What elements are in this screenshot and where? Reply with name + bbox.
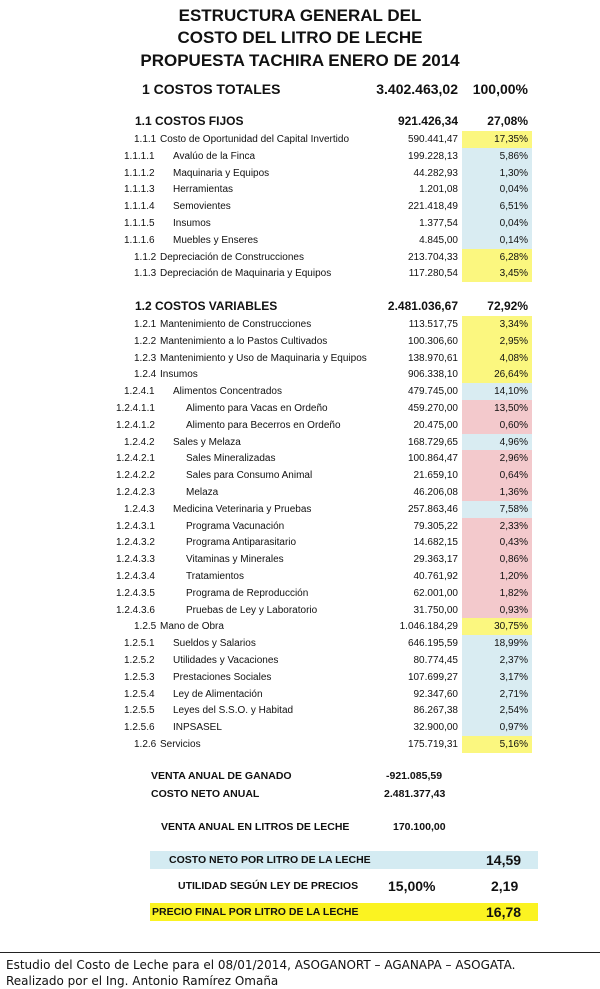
row-value: 31.750,00	[413, 604, 458, 616]
row-value: 79.305,22	[413, 520, 458, 532]
row-percent: 30,75%	[462, 618, 532, 635]
row-percent: 0,60%	[462, 417, 532, 434]
row-percent: 1,30%	[462, 165, 532, 182]
row-label: Alimento para Becerros en Ordeño	[186, 419, 341, 431]
row-label: Prestaciones Sociales	[173, 671, 272, 683]
row-value: 100.864,47	[407, 453, 458, 465]
row-percent: 1,20%	[462, 568, 532, 585]
row-percent: 13,50%	[462, 400, 532, 417]
row-value: 199.228,13	[407, 150, 458, 162]
row-label: Tratamientos	[186, 571, 244, 582]
row-label: Muebles y Enseres	[173, 234, 259, 246]
row-label: Alimentos Concentrados	[173, 386, 282, 398]
row-percent: 4,08%	[462, 350, 532, 367]
legal-profit-percent: 15,00%	[388, 878, 436, 894]
total-costs-percent: 100,00%	[472, 81, 528, 97]
fixed-costs-header-label: 1.1 COSTOS FIJOS	[135, 114, 244, 128]
legal-profit-value: 2,19	[491, 878, 519, 894]
row-value: 221.418,49	[407, 201, 458, 213]
row-percent: 3,17%	[462, 669, 532, 686]
row-value: 175.719,31	[407, 739, 458, 750]
table-row	[0, 736, 600, 753]
row-percent: 3,34%	[462, 316, 532, 333]
row-code: 1.2.4	[134, 369, 157, 381]
row-percent: 5,86%	[462, 148, 532, 165]
row-percent: 5,16%	[462, 736, 532, 753]
row-code: 1.2.4.1.2	[116, 419, 155, 431]
row-value: 590.441,47	[407, 134, 458, 145]
variable-costs-header	[0, 298, 600, 315]
row-label: Ley de Alimentación	[173, 688, 263, 700]
row-percent: 2,95%	[462, 333, 532, 350]
row-label: INPSASEL	[173, 722, 222, 734]
row-value: 1.201,08	[419, 184, 458, 196]
row-code: 1.2.4.2.2	[116, 470, 155, 482]
table-row	[0, 585, 600, 602]
row-value: 168.729,65	[407, 436, 458, 448]
row-code: 1.2.4.3.4	[116, 571, 155, 582]
row-percent: 7,58%	[462, 501, 532, 518]
net-cost-per-liter-value: 14,59	[486, 852, 522, 868]
row-code: 1.2.4.2.1	[116, 453, 155, 465]
row-percent: 0,93%	[462, 602, 532, 619]
row-label: Costo de Oportunidad del Capital Invertido	[160, 134, 350, 145]
row-value: 44.282,93	[413, 167, 458, 179]
row-label: Sales y Melaza	[173, 436, 241, 448]
row-label: Sueldos y Salarios	[173, 638, 256, 650]
row-label: Mantenimiento y Uso de Maquinaria y Equipos	[160, 352, 367, 364]
row-label: Herramientas	[173, 184, 234, 196]
row-label: Mano de Obra	[160, 621, 224, 633]
table-row	[0, 165, 600, 182]
row-percent: 0,86%	[462, 551, 532, 568]
row-value: 92.347,60	[413, 688, 458, 700]
row-value: 100.306,60	[407, 335, 458, 347]
row-percent: 0,43%	[462, 534, 532, 551]
table-row	[0, 686, 600, 703]
row-value: 21.659,10	[413, 470, 458, 482]
row-code: 1.1.1.4	[124, 201, 155, 213]
final-price-label: PRECIO FINAL POR LITRO DE LA LECHE	[152, 906, 359, 918]
row-code: 1.2.6	[134, 739, 157, 750]
annual-milk-liters-label: VENTA ANUAL EN LITROS DE LECHE	[161, 821, 350, 833]
row-percent: 14,10%	[462, 383, 532, 400]
row-label: Vitaminas y Minerales	[186, 554, 284, 566]
table-row	[0, 333, 600, 350]
row-code: 1.2.5.4	[124, 688, 155, 700]
annual-cattle-sales-label: VENTA ANUAL DE GANADO	[151, 770, 292, 782]
row-percent: 17,35%	[462, 131, 532, 148]
table-row	[0, 602, 600, 619]
row-percent: 6,51%	[462, 198, 532, 215]
row-value: 479.745,00	[407, 386, 458, 398]
row-percent: 1,82%	[462, 585, 532, 602]
table-row	[0, 719, 600, 736]
table-row	[0, 450, 600, 467]
row-value: 20.475,00	[413, 419, 458, 431]
total-costs-row	[0, 81, 600, 98]
row-label: Depreciación de Maquinaria y Equipos	[160, 268, 332, 280]
document-title-line-3: PROPUESTA TACHIRA ENERO DE 2014	[140, 51, 460, 70]
row-label: Mantenimiento a lo Pastos Cultivados	[160, 335, 328, 347]
row-code: 1.2.4.2.3	[116, 487, 155, 498]
row-label: Melaza	[186, 487, 219, 498]
row-label: Medicina Veterinaria y Pruebas	[173, 503, 312, 515]
table-row	[0, 702, 600, 719]
net-cost-per-liter-label: COSTO NETO POR LITRO DE LA LECHE	[169, 854, 371, 866]
table-row	[0, 316, 600, 333]
total-costs-label: 1 COSTOS TOTALES	[142, 81, 281, 97]
row-label: Insumos	[160, 369, 198, 381]
variable-costs-header-percent: 72,92%	[487, 299, 528, 313]
row-code: 1.2.4.3.1	[116, 520, 155, 532]
table-row	[0, 635, 600, 652]
table-row	[0, 534, 600, 551]
row-value: 257.863,46	[407, 503, 458, 515]
row-value: 107.699,27	[407, 671, 458, 683]
row-percent: 0,14%	[462, 232, 532, 249]
row-code: 1.2.5.1	[124, 638, 155, 650]
row-label: Avalúo de la Finca	[173, 150, 256, 162]
row-percent: 0,04%	[462, 215, 532, 232]
row-label: Servicios	[160, 739, 201, 750]
table-row	[0, 434, 600, 451]
row-percent: 18,99%	[462, 635, 532, 652]
row-code: 1.2.5.6	[124, 722, 155, 734]
table-row	[0, 568, 600, 585]
row-value: 213.704,33	[407, 251, 458, 263]
row-label: Utilidades y Vacaciones	[173, 655, 279, 666]
row-code: 1.2.4.3.3	[116, 554, 155, 566]
row-code: 1.1.2	[134, 251, 157, 263]
table-row	[0, 131, 600, 148]
row-value: 117.280,54	[408, 268, 458, 280]
table-row	[0, 501, 600, 518]
row-percent: 2,37%	[462, 652, 532, 669]
row-value: 1.046.184,29	[399, 621, 458, 633]
row-percent: 26,64%	[462, 366, 532, 383]
row-label: Depreciación de Construcciones	[160, 251, 304, 263]
row-label: Maquinaria y Equipos	[173, 167, 270, 179]
row-percent: 0,97%	[462, 719, 532, 736]
row-value: 40.761,92	[413, 571, 458, 582]
row-code: 1.2.3	[134, 352, 157, 364]
footer-study-note: Estudio del Costo de Leche para el 08/01/2014, ASOGANORT – AGANAPA – ASOGATA.	[6, 958, 516, 972]
table-row	[0, 400, 600, 417]
row-code: 1.2.4.1.1	[116, 403, 155, 414]
table-row	[0, 181, 600, 198]
row-value: 4.845,00	[419, 234, 458, 246]
row-label: Pruebas de Ley y Laboratorio	[186, 604, 318, 616]
final-price-value: 16,78	[486, 904, 522, 920]
row-code: 1.1.1	[134, 134, 157, 145]
document-title-line-2: COSTO DEL LITRO DE LECHE	[177, 28, 423, 47]
row-code: 1.2.4.2	[124, 436, 155, 448]
fixed-costs-header-percent: 27,08%	[487, 114, 528, 128]
row-label: Semovientes	[173, 201, 231, 213]
table-row	[0, 249, 600, 266]
row-value: 459.270,00	[407, 403, 458, 414]
row-code: 1.1.3	[134, 268, 157, 280]
row-code: 1.2.4.3.6	[116, 604, 155, 616]
table-row	[0, 215, 600, 232]
table-row	[0, 518, 600, 535]
row-value: 46.206,08	[413, 487, 458, 498]
fixed-costs-header	[0, 113, 600, 130]
table-row	[0, 484, 600, 501]
row-value: 906.338,10	[407, 369, 458, 381]
table-row	[0, 232, 600, 249]
row-value: 29.363,17	[413, 554, 458, 566]
row-label: Leyes del S.S.O. y Habitad	[173, 705, 294, 717]
row-percent: 2,33%	[462, 518, 532, 535]
table-row	[0, 652, 600, 669]
annual-milk-liters-value: 170.100,00	[393, 821, 446, 833]
row-value: 32.900,00	[413, 722, 458, 734]
total-costs-value: 3.402.463,02	[376, 81, 458, 97]
row-percent: 2,54%	[462, 702, 532, 719]
row-code: 1.2.4.3	[124, 503, 155, 515]
row-value: 62.001,00	[413, 587, 458, 599]
row-value: 80.774,45	[413, 655, 458, 666]
row-label: Programa Antiparasitario	[186, 537, 297, 549]
row-code: 1.2.4.3.5	[116, 587, 155, 599]
row-code: 1.2.5	[134, 621, 157, 633]
row-code: 1.1.1.6	[124, 234, 155, 246]
row-label: Sales para Consumo Animal	[186, 470, 313, 482]
row-label: Programa Vacunación	[186, 520, 285, 532]
legal-profit-label: UTILIDAD SEGÚN LEY DE PRECIOS	[178, 880, 359, 892]
net-annual-cost-value: 2.481.377,43	[384, 788, 446, 800]
row-value: 14.682,15	[413, 537, 458, 549]
variable-costs-header-label: 1.2 COSTOS VARIABLES	[135, 299, 278, 313]
table-row	[0, 265, 600, 282]
table-row	[0, 148, 600, 165]
table-row	[0, 669, 600, 686]
table-row	[0, 383, 600, 400]
row-percent: 6,28%	[462, 249, 532, 266]
row-label: Programa de Reproducción	[186, 587, 309, 599]
row-percent: 1,36%	[462, 484, 532, 501]
table-row	[0, 467, 600, 484]
row-code: 1.2.4.1	[124, 386, 155, 398]
row-code: 1.1.1.3	[124, 184, 155, 196]
row-percent: 2,71%	[462, 686, 532, 703]
row-percent: 0,04%	[462, 181, 532, 198]
row-label: Mantenimiento de Construcciones	[160, 319, 312, 330]
row-value: 138.970,61	[407, 352, 458, 364]
row-percent: 4,96%	[462, 434, 532, 451]
row-percent: 3,45%	[462, 265, 532, 282]
row-code: 1.2.1	[134, 319, 157, 330]
row-code: 1.2.5.3	[124, 671, 155, 683]
row-code: 1.1.1.2	[124, 167, 155, 179]
row-code: 1.2.4.3.2	[116, 537, 155, 549]
annual-cattle-sales-value: -921.085,59	[386, 770, 443, 782]
row-percent: 0,64%	[462, 467, 532, 484]
table-row	[0, 551, 600, 568]
row-label: Insumos	[173, 218, 211, 229]
fixed-costs-header-value: 921.426,34	[397, 114, 458, 128]
variable-costs-header-value: 2.481.036,67	[387, 299, 458, 313]
row-code: 1.2.5.5	[124, 705, 155, 717]
row-code: 1.2.2	[134, 335, 157, 347]
row-label: Sales Mineralizadas	[186, 453, 276, 465]
row-value: 646.195,59	[407, 638, 458, 650]
row-percent: 2,96%	[462, 450, 532, 467]
document-title-line-1: ESTRUCTURA GENERAL DEL	[178, 6, 422, 25]
table-row	[0, 417, 600, 434]
table-row	[0, 618, 600, 635]
row-value: 1.377,54	[419, 218, 458, 229]
table-row	[0, 366, 600, 383]
footer-author-note: Realizado por el Ing. Antonio Ramírez Omaña	[6, 974, 279, 988]
row-code: 1.1.1.5	[124, 218, 155, 229]
net-annual-cost-label: COSTO NETO ANUAL	[151, 788, 260, 800]
table-row	[0, 198, 600, 215]
footer-divider	[0, 952, 600, 953]
row-code: 1.1.1.1	[124, 150, 155, 162]
row-value: 86.267,38	[413, 705, 458, 717]
row-code: 1.2.5.2	[124, 655, 155, 666]
table-row	[0, 350, 600, 367]
row-value: 113.517,75	[408, 319, 458, 330]
row-label: Alimento para Vacas en Ordeño	[186, 403, 328, 414]
